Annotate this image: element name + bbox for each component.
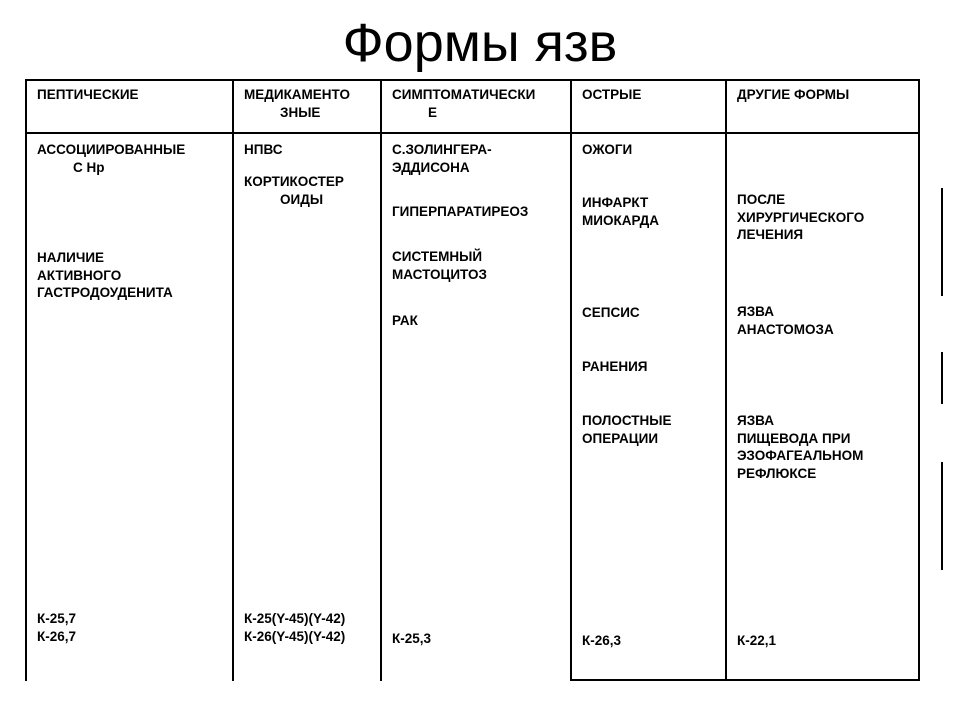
margin-mark: [941, 352, 943, 404]
column-divider: [380, 79, 382, 681]
symptomatic-item-zollinger: [392, 141, 492, 176]
peptic-item-gastroduodenitis: [37, 249, 173, 302]
table-right-border: [918, 79, 920, 681]
item-line: АНАСТОМОЗА: [737, 321, 834, 337]
item-line: ИНФАРКТ: [582, 195, 649, 210]
symptomatic-item-hyperparathyroidism: [392, 203, 528, 221]
column-header-drug-induced: [244, 86, 350, 121]
column-divider: [725, 79, 727, 681]
item-line: МАСТОЦИТОЗ: [392, 266, 487, 282]
acute-item-sepsis: [582, 304, 640, 322]
item-line: РАНЕНИЯ: [582, 359, 648, 374]
item-line: РАК: [392, 313, 418, 328]
item-line: ПИЩЕВОДА ПРИ: [737, 430, 851, 446]
table-top-border: [25, 79, 920, 81]
table-left-border: [25, 79, 27, 681]
column-header-acute: [582, 86, 641, 104]
item-line: ГАСТРОДОУДЕНИТА: [37, 285, 173, 300]
drug-item-nsaid: [244, 141, 282, 159]
other-item-postsurgical: [737, 191, 864, 244]
page-title: Формы язв: [342, 13, 618, 73]
item-line: С.ЗОЛИНГЕРА-: [392, 142, 492, 157]
column-divider: [232, 79, 234, 681]
item-line: С Нр: [73, 159, 105, 175]
peptic-item-associated: [37, 141, 185, 176]
item-line: ОИДЫ: [280, 191, 324, 207]
header-line: МЕДИКАМЕНТО: [244, 87, 350, 102]
drug-codes: [244, 610, 345, 645]
item-line: НПВС: [244, 142, 283, 157]
acute-item-wounds: [582, 358, 647, 376]
icd-code: К-26,3: [582, 633, 622, 648]
acute-codes: [582, 632, 621, 650]
item-line: ЯЗВА: [737, 413, 774, 428]
item-line: АКТИВНОГО: [37, 267, 122, 283]
icd-code: К-25(Y-45)(Y-42): [244, 611, 346, 626]
drug-item-corticosteroids: [244, 173, 344, 208]
item-line: ПОЛОСТНЫЕ: [582, 413, 672, 428]
icd-code: К-22,1: [737, 633, 777, 648]
item-line: ОПЕРАЦИИ: [582, 430, 659, 446]
item-line: ЛЕЧЕНИЯ: [737, 227, 804, 242]
symptomatic-item-cancer: [392, 312, 418, 330]
item-line: СИСТЕМНЫЙ: [392, 249, 483, 264]
column-header-symptomatic: [392, 86, 535, 121]
acute-item-burns: [582, 141, 632, 159]
other-item-esophageal: [737, 412, 863, 482]
margin-mark: [941, 462, 943, 570]
item-line: КОРТИКОСТЕР: [244, 174, 344, 189]
acute-item-infarction: [582, 194, 659, 229]
item-line: АССОЦИИРОВАННЫЕ: [37, 142, 186, 157]
header-line: ДРУГИЕ ФОРМЫ: [737, 87, 850, 102]
item-line: ЭЗОФАГЕАЛЬНОМ: [737, 448, 864, 463]
other-item-anastomosis: [737, 303, 834, 338]
item-line: ЭДДИСОНА: [392, 159, 470, 175]
column-header-peptic: [37, 86, 139, 104]
header-line: Е: [428, 104, 438, 120]
column-header-other: [737, 86, 849, 104]
icd-code: К-26,7: [37, 628, 77, 644]
icd-code: К-25,7: [37, 611, 77, 626]
item-line: СЕПСИС: [582, 305, 640, 320]
icd-code: К-26(Y-45)(Y-42): [244, 628, 346, 644]
item-line: МИОКАРДА: [582, 212, 659, 228]
acute-item-abdominal-surgery: [582, 412, 671, 447]
item-line: РЕФЛЮКСЕ: [737, 465, 817, 481]
item-line: НАЛИЧИЕ: [37, 250, 105, 265]
margin-mark: [941, 188, 943, 296]
icd-code: К-25,3: [392, 631, 432, 646]
item-line: ПОСЛЕ: [737, 192, 786, 207]
other-codes: [737, 632, 776, 650]
item-line: ЯЗВА: [737, 304, 774, 319]
header-line: ЗНЫЕ: [280, 104, 321, 120]
header-line: СИМПТОМАТИЧЕСКИ: [392, 87, 536, 102]
peptic-codes: [37, 610, 76, 645]
header-line: ПЕПТИЧЕСКИЕ: [37, 87, 139, 102]
table-bottom-border: [570, 679, 920, 681]
item-line: ХИРУРГИЧЕСКОГО: [737, 209, 865, 225]
symptomatic-codes: [392, 630, 431, 648]
symptomatic-item-mastocytosis: [392, 248, 487, 283]
header-line: ОСТРЫЕ: [582, 87, 642, 102]
item-line: ГИПЕРПАРАТИРЕОЗ: [392, 204, 529, 219]
table-header-divider: [25, 132, 920, 134]
column-divider: [570, 79, 572, 681]
item-line: ОЖОГИ: [582, 142, 633, 157]
